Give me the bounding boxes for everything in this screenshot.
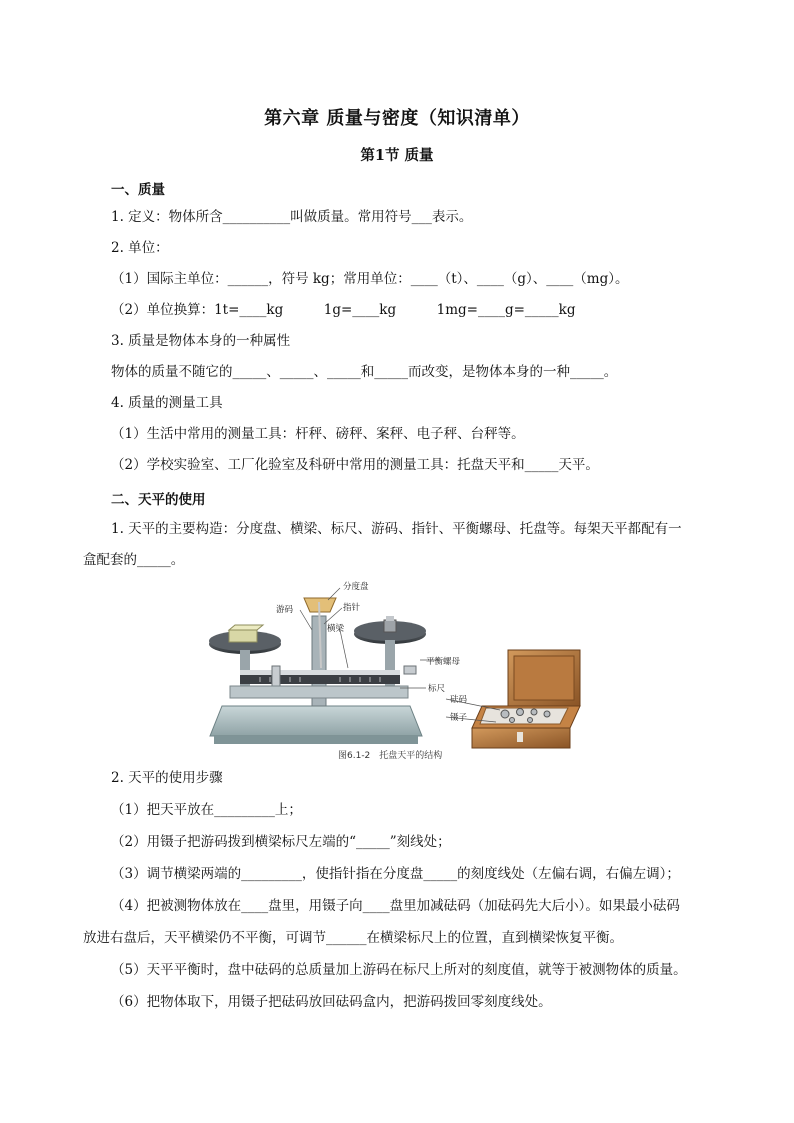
label-balance-nut: 平衡螺母 — [426, 657, 461, 667]
label-tweezers: 镊子 — [450, 713, 468, 723]
label-scale: 标尺 — [428, 684, 446, 694]
section-heading-mass: 一、质量 — [111, 182, 165, 198]
text-line: （2）用镊子把游码拨到横梁标尺左端的“_____”刻线处； — [111, 834, 451, 850]
text-line: （1）国际主单位：______，符号 kg；常用单位：____（t）、____（g）、____（mg）。 — [111, 271, 629, 287]
text-line: （1）把天平放在_________上； — [111, 802, 302, 818]
section-heading-balance: 二、天平的使用 — [111, 492, 206, 508]
text-line: 1. 定义：物体所含__________叫做质量。常用符号___表示。 — [111, 209, 473, 225]
text-line: 2. 单位： — [111, 240, 169, 256]
text-line: （6）把物体取下，用镊子把砝码放回砝码盒内，把游码拨回零刻度线处。 — [111, 994, 552, 1010]
text-line: 3. 质量是物体本身的一种属性 — [111, 333, 291, 349]
text-line: 盒配套的_____。 — [83, 552, 185, 568]
label-rider: 游码 — [276, 605, 294, 615]
label-weights: 砝码 — [450, 695, 468, 705]
text-line: 2. 天平的使用步骤 — [111, 770, 223, 786]
text-line: （5）天平平衡时，盘中砝码的总质量加上游码在标尺上所对的刻度值，就等于被测物体的质量。 — [111, 962, 687, 978]
label-dial: 分度盘 — [343, 582, 369, 592]
text-line: （2）单位换算：1t=____kg 1g=____kg 1mg=____g=_____kg — [111, 302, 576, 318]
text-line: （3）调节横梁两端的_________，使指针指在分度盘_____的刻度线处（左偏右调，右偏左调）； — [111, 866, 680, 882]
label-pointer: 指针 — [343, 603, 361, 613]
text-line: （2）学校实验室、工厂化验室及科研中常用的测量工具：托盘天平和_____天平。 — [111, 457, 599, 473]
section-subtitle: 第1节 质量 — [360, 147, 434, 164]
text-line: 4. 质量的测量工具 — [111, 395, 223, 411]
text-line: （1）生活中常用的测量工具：杆秤、磅秤、案秤、电子秤、台秤等。 — [111, 426, 525, 442]
beam — [230, 666, 416, 698]
figure-caption: 图6.1-2 托盘天平的结构 — [338, 751, 443, 761]
text-line: （4）把被测物体放在____盘里，用镊子向____盘里加减砝码（加砝码先大后小）。如果最小砝码 — [111, 898, 680, 914]
label-beam: 横梁 — [327, 624, 345, 634]
balance-base — [210, 706, 422, 744]
text-line: 放进右盘后，天平横梁仍不平衡，可调节______在横梁标尺上的位置，直到横梁恢复平衡。 — [83, 930, 623, 946]
text-line: 物体的质量不随它的_____、_____、_____和_____而改变，是物体本身的一种_____。 — [111, 364, 618, 380]
page-title: 第六章 质量与密度（知识清单） — [264, 108, 530, 129]
balance-figure — [200, 578, 600, 764]
text-line: 1. 天平的主要构造：分度盘、横梁、标尺、游码、指针、平衡螺母、托盘等。每架天平都配有一 — [111, 521, 682, 537]
